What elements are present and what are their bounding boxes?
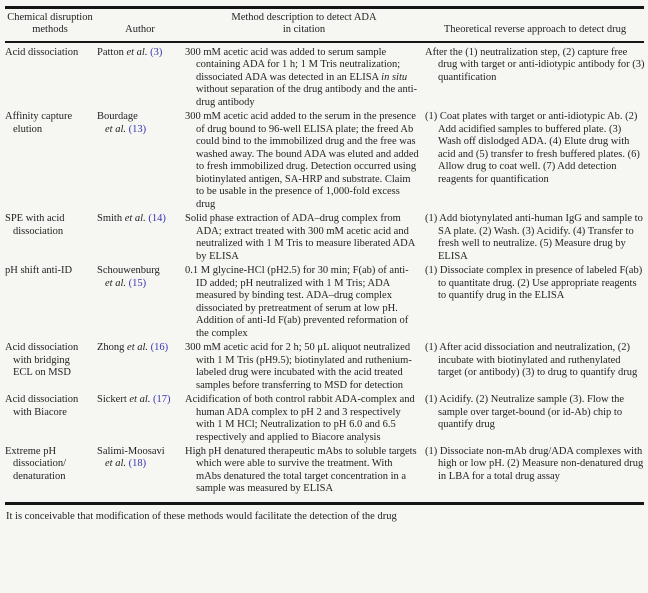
author-name: Schouwenburg bbox=[97, 265, 160, 277]
bottom-rule bbox=[5, 502, 644, 505]
method-cell: pH shift anti-ID bbox=[5, 265, 73, 277]
author-cell bbox=[97, 446, 183, 498]
author-cell bbox=[97, 111, 183, 213]
citation-link[interactable]: (3) bbox=[150, 46, 163, 58]
reverse-approach-cell: (1) Acidify. (2) Neutralize sample (3). Flow the sample over target-bound (or id-Ab) chip to quantify drug bbox=[425, 394, 625, 431]
author-cell bbox=[97, 213, 183, 265]
author-name: Sickert bbox=[97, 394, 127, 406]
author-etal: et al. bbox=[129, 394, 151, 406]
in-situ-italic: in situ bbox=[381, 71, 408, 83]
author-cell bbox=[97, 342, 183, 394]
author-etal: et al. bbox=[127, 342, 149, 354]
header-chemical-methods-label: Chemical disruption methods bbox=[7, 12, 93, 36]
author-name: Salimi-Moosavi bbox=[97, 445, 165, 457]
citation-link[interactable]: (18) bbox=[128, 458, 147, 470]
author-etal: et al. bbox=[126, 46, 148, 58]
header-reverse-approach bbox=[425, 12, 645, 39]
author-name: Zhong bbox=[97, 342, 125, 354]
description-cell: Solid phase extraction of ADA–drug complex from ADA; extract treated with 300 mM acetic acid and neutralized with 1 M Tris to measure liberated ADA by ELISA bbox=[185, 213, 415, 262]
author-etal: et al. bbox=[105, 123, 126, 135]
reverse-approach-cell: After the (1) neutralization step, (2) capture free drug with target or anti-idiotypic antibody for (3) quantification bbox=[425, 46, 645, 83]
method-cell: Acid dissociation with bridging ECL on MSD bbox=[5, 342, 79, 379]
citation-link[interactable]: (15) bbox=[128, 277, 147, 289]
table-header-row bbox=[5, 12, 644, 39]
author-name: Smith bbox=[97, 213, 123, 225]
citation-link[interactable]: (16) bbox=[150, 342, 169, 354]
method-cell: Acid dissociation bbox=[5, 46, 79, 58]
header-author-label: Author bbox=[125, 24, 155, 36]
author-cell bbox=[97, 394, 183, 446]
reverse-approach-cell: (1) Dissociate complex in presence of labeled F(ab) to quantitate drug. (2) Use appropriate reagents to quantify drug in the ELISA bbox=[425, 265, 643, 302]
table-footnote: It is conceivable that modification of these methods would facilitate the detection of the drug bbox=[6, 510, 397, 522]
header-chemical-methods bbox=[5, 12, 95, 39]
reverse-approach-cell: (1) Add biotynylated anti-human IgG and sample to SA plate. (2) Wash. (3) Acidify. (4) Transfer to fresh well to neutralize. (5) Measure drug by ELISA bbox=[425, 213, 643, 262]
author-etal: et al. bbox=[105, 277, 126, 289]
data-table bbox=[5, 47, 644, 498]
author-name: Patton bbox=[97, 46, 124, 58]
reverse-approach-cell: (1) Coat plates with target or anti-idiotypic Ab. (2) Add acidified samples to buffered plate. (3) Wash off dislodged ADA. (4) Elute drug with acid and (5) transfer to fresh buffered plates. (6) Allow drug to coat well. (7) Add detection reagents for quantification bbox=[425, 111, 640, 185]
description-cell: Acidification of both control rabbit ADA-complex and human ADA complex to pH 2 and 3 respectively with 1 M HCl; Neutralization to pH 6.0 and 6.5 respectively and applied to Biacore analysis bbox=[185, 394, 415, 443]
method-cell: SPE with acid dissociation bbox=[5, 213, 65, 237]
description-cell: High pH denatured therapeutic mAbs to soluble targets which were able to survive the treatment. With mAbs denatured the total target concentration in a sample was measured by ELISA bbox=[185, 445, 417, 495]
author-etal: et al. bbox=[105, 458, 126, 470]
description-cell: 300 mM acetic acid for 2 h; 50 μL aliquot neutralized with 1 M Tris (pH9.5); biotinylated and ruthenium- labeled drug were incubated with the acid treated samples before transferring to MSD for detection bbox=[185, 342, 412, 391]
author-etal: et al. bbox=[124, 213, 146, 225]
header-rule bbox=[5, 41, 644, 43]
author-cell bbox=[97, 265, 183, 342]
top-rule bbox=[5, 6, 644, 9]
citation-link[interactable]: (13) bbox=[128, 123, 147, 135]
method-cell: Extreme pH dissociation/ denaturation bbox=[5, 445, 67, 482]
description-cell: 0.1 M glycine-HCl (pH2.5) for 30 min; F(ab) of anti-ID added; pH neutralized with 1 M Tris; ADA measured by binding test. ADA–drug complex dissociated by pretreatment of serum at low pH. Addition of anti-Id F(ab) prevented reformation of the complex bbox=[185, 265, 409, 339]
header-method-description bbox=[185, 12, 423, 39]
author-cell bbox=[97, 47, 183, 111]
method-cell: Acid dissociation with Biacore bbox=[5, 394, 79, 418]
header-author bbox=[97, 12, 183, 39]
citation-link[interactable]: (14) bbox=[148, 213, 166, 225]
header-method-description-label: Method description to detect ADA in citation bbox=[231, 12, 377, 36]
reverse-approach-cell: (1) After acid dissociation and neutralization, (2) incubate with biotinylated and ruthenylated target (or antibody) (3) to drug to quantify drug bbox=[425, 342, 638, 379]
author-name: Bourdage bbox=[97, 111, 138, 123]
description-cell: 300 mM acetic acid added to the serum in the presence of drug bound to 96-well ELISA plate; the freed Ab could bind to the immobilized drug and the free was washed away. The bound ADA was eluted and added to fresh immobilized drug. Detection occurred using biotinylated antigen, SA-HRP and substrate. Claim to be usable in the presence of 1,000-fold excess drug bbox=[185, 111, 419, 210]
reverse-approach-cell: (1) Dissociate non-mAb drug/ADA complexes with high or low pH. (2) Measure non-denatured drug in LBA for a total drug assay bbox=[425, 445, 644, 482]
description-cell: 300 mM acetic acid was added to serum sample containing ADA for 1 h; 1 M Tris neutralization; dissociated ADA was detected in an ELISA in situ without separation of the drug antibody and the anti-drug antibody bbox=[185, 46, 418, 108]
header-reverse-approach-label: Theoretical reverse approach to detect drug bbox=[443, 24, 627, 36]
citation-link[interactable]: (17) bbox=[153, 394, 171, 406]
method-cell: Affinity capture elution bbox=[5, 111, 73, 135]
